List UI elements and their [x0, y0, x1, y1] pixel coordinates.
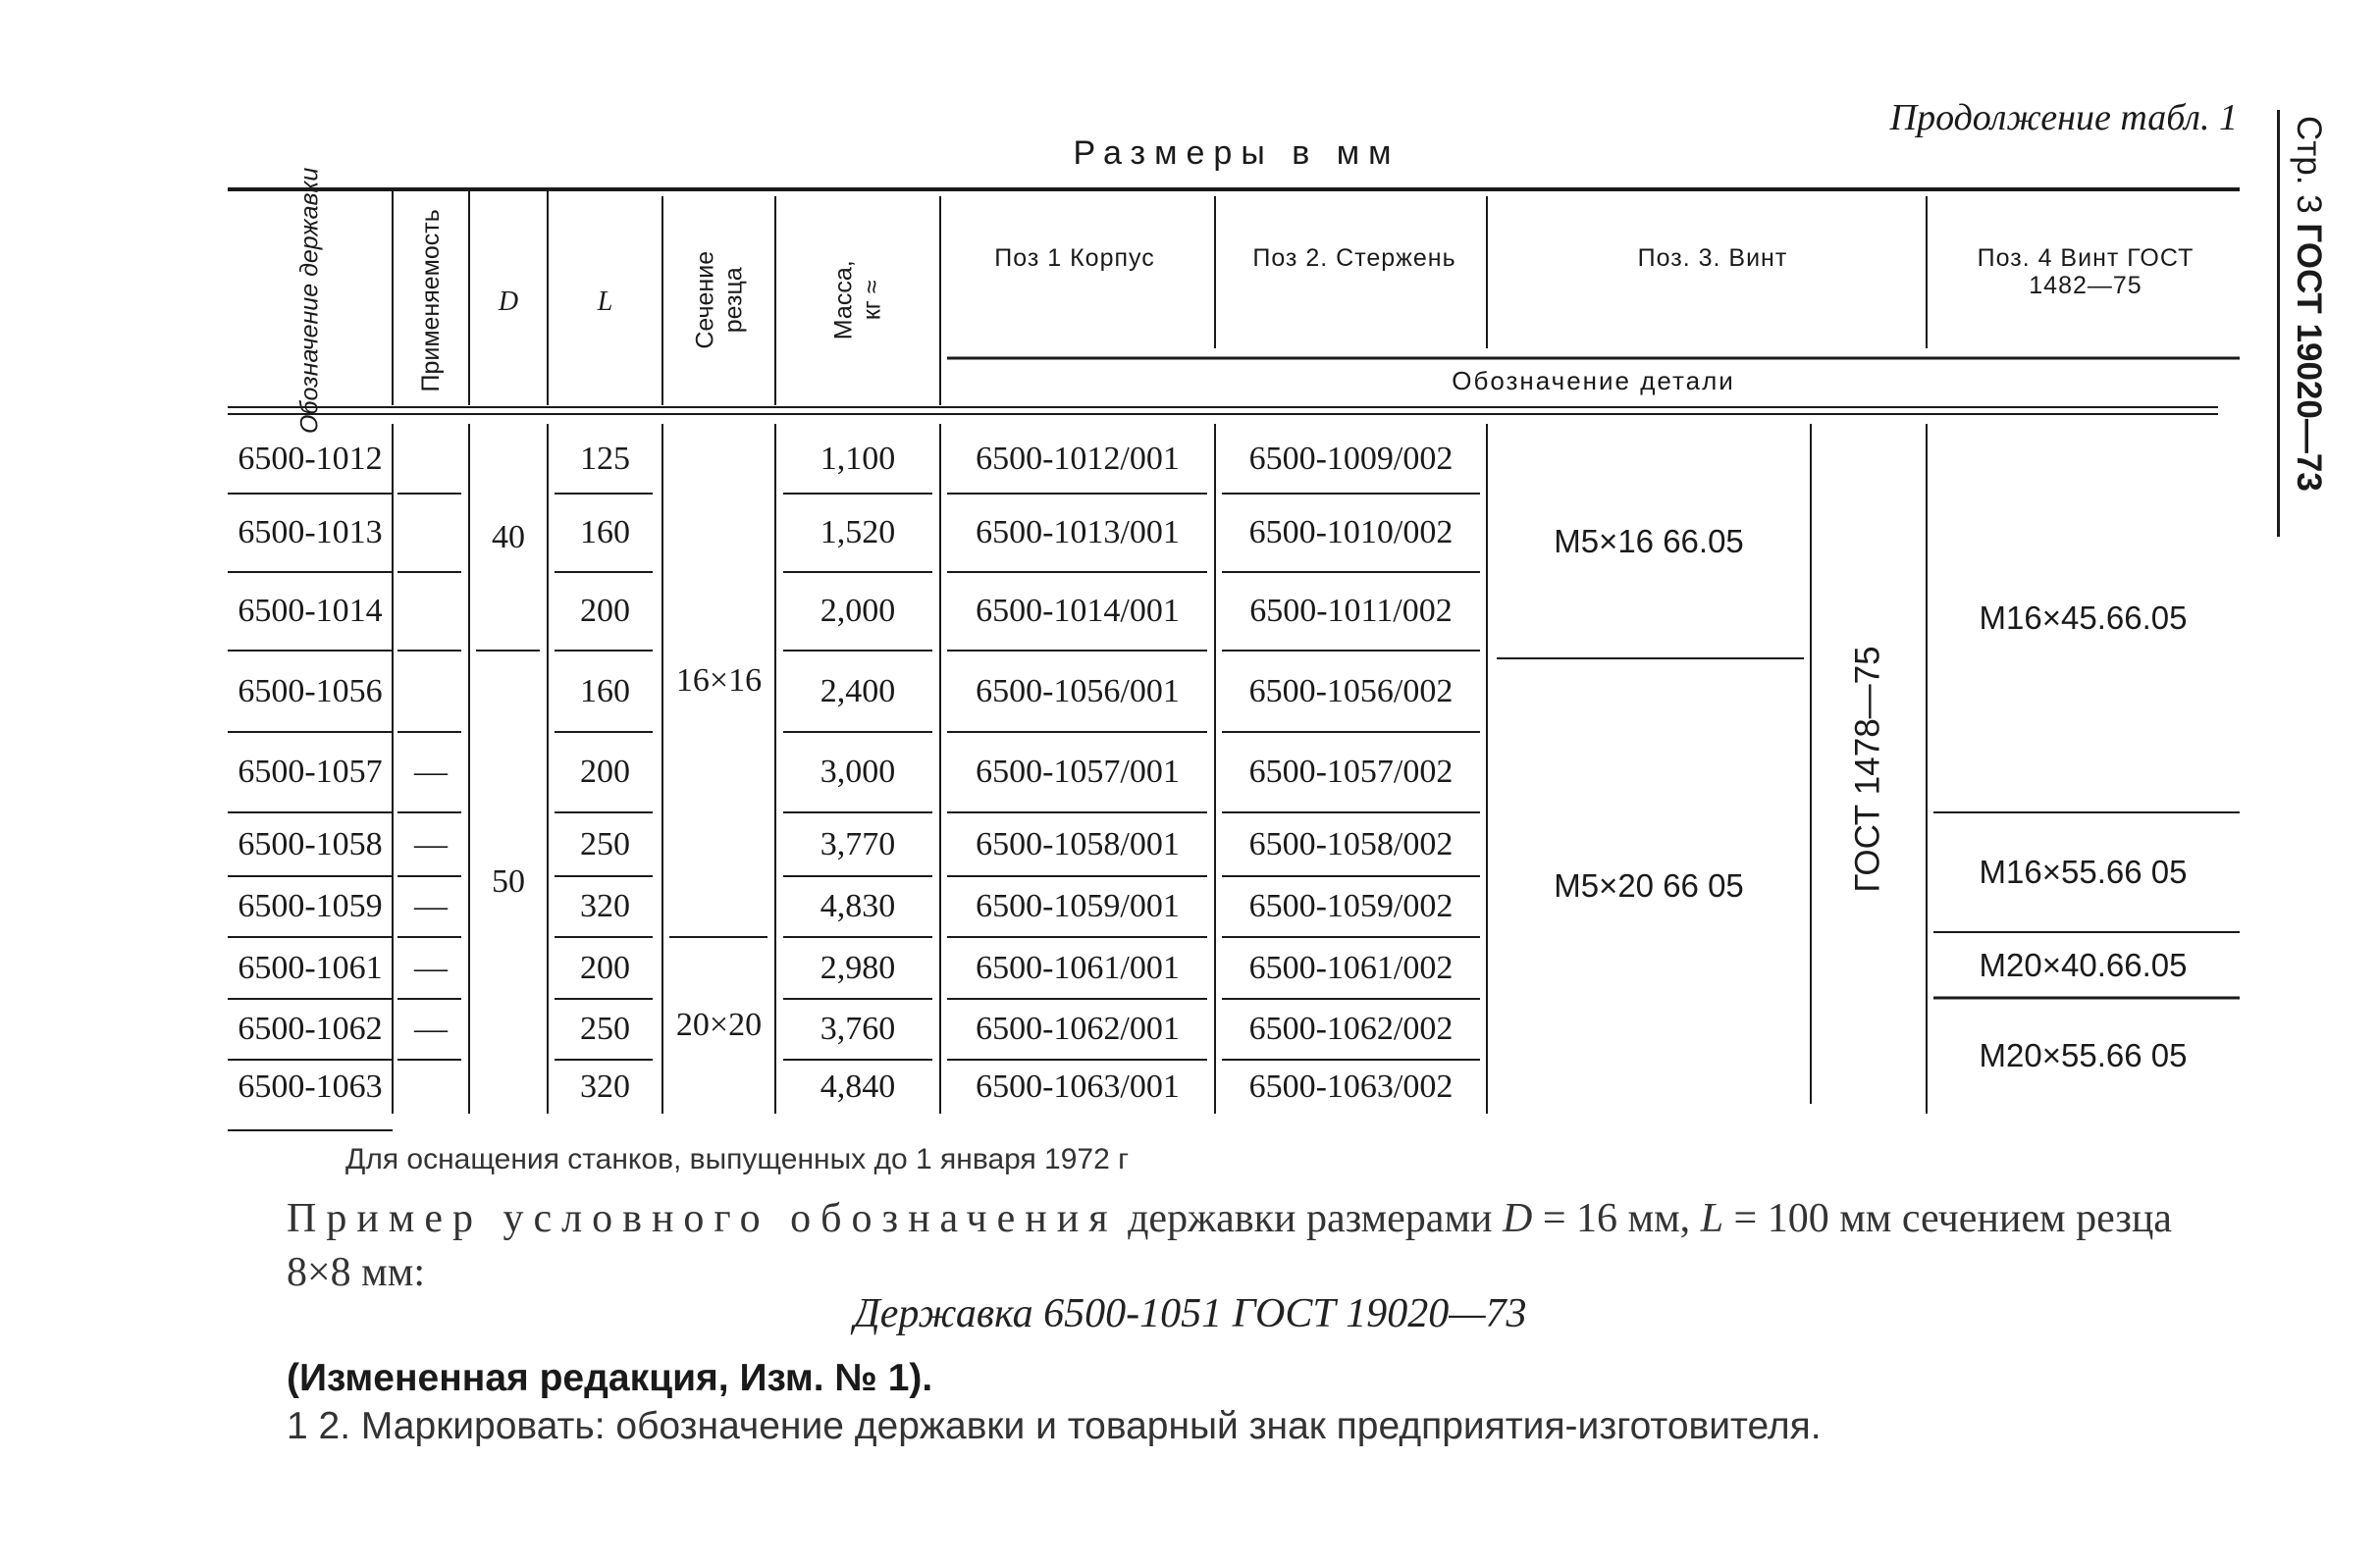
cell-mass: 4,840	[820, 1068, 896, 1105]
cell-mass: 1,100	[820, 440, 896, 477]
col-header-part-designation: Обозначение детали	[1452, 366, 1735, 395]
example-d-var: D	[1503, 1196, 1533, 1241]
cell-designation: 6500-1059	[238, 888, 383, 924]
example-text: державки размерами	[1117, 1196, 1503, 1241]
col-header-d: D	[498, 287, 519, 317]
cell-designation: 6500-1058	[238, 825, 383, 862]
example-lead: Пример условного обозначения	[287, 1196, 1118, 1241]
cell-designation: 6500-1062	[238, 1011, 383, 1047]
cell-designation: 6500-1057	[238, 754, 383, 790]
cell-designation: 6500-1012	[238, 440, 383, 477]
cell-pos2: 6500-1056/002	[1248, 672, 1454, 709]
cell-mass: 2,000	[820, 593, 896, 629]
example-l-val: = 100 мм сечением резца 8×8 мм:	[287, 1196, 2172, 1295]
cell-pos1: 6500-1058/001	[976, 825, 1180, 862]
marking-clause: 1 2. Маркировать: обозначение державки и товарный знак предприятия-изготовителя.	[287, 1405, 1822, 1447]
table-footnote: Для оснащения станков, выпущенных до 1 января 1972 г	[345, 1143, 1130, 1175]
cell-applicability: —	[414, 949, 448, 986]
cell-designation: 6500-1061	[238, 949, 383, 986]
cell-l: 125	[580, 440, 630, 477]
cell-l: 250	[580, 1011, 630, 1047]
cell-applicability: —	[414, 825, 448, 862]
cell-pos2: 6500-1062/002	[1248, 1011, 1454, 1047]
cell-designation: 6500-1013	[238, 514, 383, 550]
cell-l: 200	[580, 949, 630, 986]
cell-pos1: 6500-1057/001	[976, 754, 1180, 790]
cell-pos1: 6500-1062/001	[976, 1011, 1180, 1047]
col-header-pos4: Поз. 4 Винт ГОСТ 1482—75	[1977, 244, 2195, 299]
d-group-40: 40	[492, 518, 525, 555]
cell-pos1: 6500-1061/001	[976, 949, 1180, 986]
revision-note: (Измененная редакция, Изм. № 1).	[287, 1357, 933, 1399]
example-l-var: L	[1700, 1196, 1724, 1241]
cell-applicability	[393, 651, 469, 732]
pos4-group-m16x55: M16×55.66 05	[1979, 854, 2188, 890]
cell-l: 200	[580, 754, 630, 790]
cell-mass: 4,830	[820, 888, 896, 924]
pos3-group-m5x16: M5×16 66.05	[1554, 522, 1744, 559]
cell-pos1: 6500-1014/001	[976, 593, 1180, 629]
cell-pos1: 6500-1056/001	[976, 672, 1180, 709]
designation-example: Державка 6500-1051 ГОСТ 19020—73	[854, 1291, 1527, 1336]
cell-applicability	[393, 494, 469, 572]
cell-pos1: 6500-1012/001	[976, 440, 1180, 477]
cell-applicability: —	[414, 754, 448, 790]
cell-l: 160	[580, 514, 630, 550]
cell-pos2: 6500-1063/002	[1248, 1068, 1454, 1105]
pos4-group-m16x45: M16×45.66.05	[1979, 600, 2188, 636]
d-group-50: 50	[492, 863, 525, 900]
cell-applicability	[393, 572, 469, 651]
cell-applicability	[393, 424, 469, 494]
col-header-pos2: Поз 2. Стержень	[1252, 244, 1456, 272]
col-header-applicability: Применяемость	[416, 208, 445, 392]
cell-mass: 2,400	[820, 672, 896, 709]
col-header-pos3: Поз. 3. Винт	[1637, 244, 1788, 272]
cell-pos2: 6500-1009/002	[1248, 440, 1454, 477]
cell-pos2: 6500-1057/002	[1248, 754, 1454, 790]
table-continuation-label: Продолжение табл. 1	[1889, 97, 2238, 138]
cell-applicability	[393, 1060, 469, 1114]
cell-l: 320	[580, 1068, 630, 1105]
pos3-group-m5x20: M5×20 66 05	[1554, 867, 1744, 904]
cell-pos2: 6500-1059/002	[1248, 888, 1454, 924]
side-gost-number: ГОСТ 19020—73	[2290, 223, 2328, 492]
cell-l: 320	[580, 888, 630, 924]
col-header-pos1: Поз 1 Корпус	[994, 244, 1155, 272]
cell-mass: 2,980	[820, 949, 896, 986]
col-header-designation: Обозначение державки	[295, 167, 324, 434]
cell-pos1: 6500-1013/001	[976, 514, 1180, 550]
cell-pos2: 6500-1061/002	[1248, 949, 1454, 986]
example-d-val: = 16 мм,	[1532, 1196, 1701, 1241]
section-group-20x20: 20×20	[675, 1007, 763, 1043]
col-header-section: Сечение резца	[690, 251, 747, 349]
cell-pos2: 6500-1010/002	[1248, 514, 1454, 550]
designation-example-paragraph	[287, 1192, 2210, 1300]
cell-pos1: 6500-1063/001	[976, 1068, 1180, 1105]
cell-pos2: 6500-1011/002	[1249, 593, 1453, 629]
col-header-l: L	[597, 287, 613, 317]
cell-mass: 1,520	[820, 514, 896, 550]
cell-mass: 3,770	[820, 825, 896, 862]
cell-l: 250	[580, 825, 630, 862]
units-caption: Размеры в мм	[1073, 134, 1401, 172]
cell-l: 200	[580, 593, 630, 629]
cell-pos2: 6500-1058/002	[1248, 825, 1454, 862]
cell-pos1: 6500-1059/001	[976, 888, 1180, 924]
pos4-group-m20x40: M20×40.66.05	[1979, 946, 2188, 983]
cell-mass: 3,000	[820, 754, 896, 790]
cell-designation: 6500-1056	[238, 672, 383, 709]
cell-designation: 6500-1063	[238, 1068, 383, 1105]
cell-applicability: —	[414, 1011, 448, 1047]
section-group-16x16: 16×16	[675, 661, 763, 699]
cell-designation: 6500-1014	[238, 593, 383, 629]
side-page-number: Стр. 3	[2290, 116, 2328, 214]
pos3-standard: ГОСТ 1478—75	[1849, 645, 1888, 893]
cell-applicability: —	[414, 888, 448, 924]
cell-mass: 3,760	[820, 1011, 896, 1047]
col-header-mass: Масса, кг ≈	[829, 260, 885, 340]
pos4-group-m20x55: M20×55.66 05	[1979, 1037, 2188, 1073]
cell-l: 160	[580, 672, 630, 709]
